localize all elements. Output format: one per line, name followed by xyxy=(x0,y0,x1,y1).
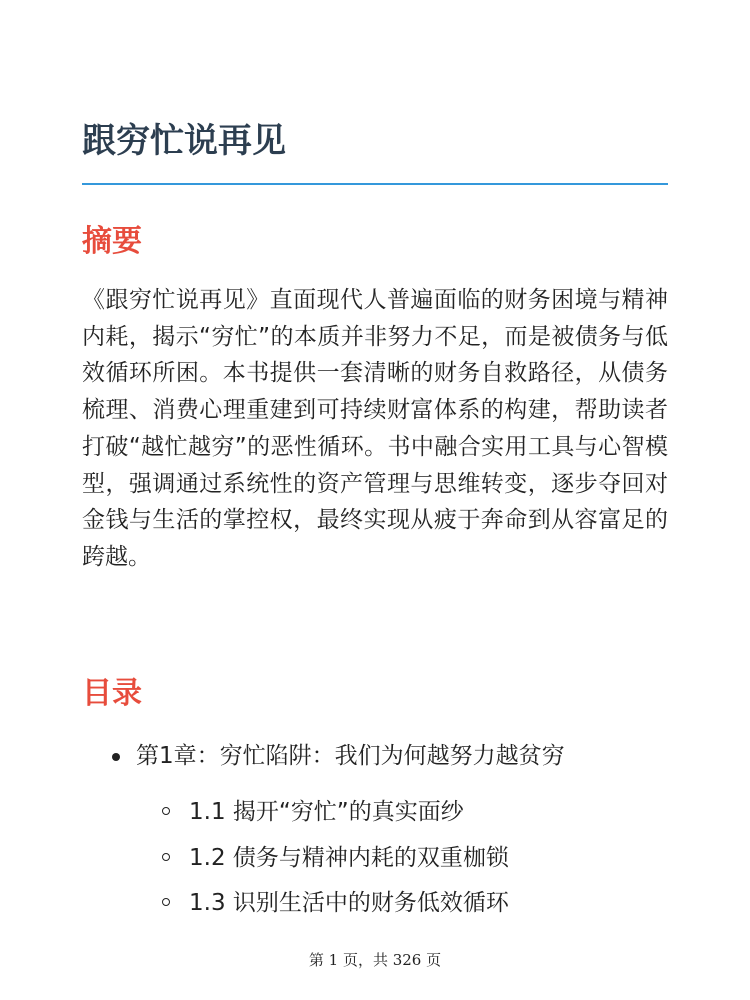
toc-chapter-label: 第1章：穷忙陷阱：我们为何越努力越贫穷 xyxy=(136,743,565,769)
abstract-paragraph: 《跟穷忙说再见》直面现代人普遍面临的财务困境与精神内耗，揭示“穷忙”的本质并非努力不足，而是被债务与低效循环所困。本书提供一套清晰的财务自救路径，从债务梳理、消费心理重建到可持续财富体系的构建，帮助读者打破“越忙越穷”的恶性循环。书中融合实用工具与心智模型，强调通过系统性的资产管理与思维转变，逐步夺回对金钱与生活的掌控权，最终实现从疲于奔命到从容富足的跨越。 xyxy=(82,287,668,570)
book-title: 跟穷忙说再见 xyxy=(82,121,286,161)
document-page xyxy=(82,0,668,1000)
bullet-disc-icon xyxy=(112,753,120,761)
toc-section-label: 1.1 揭开“穷忙”的真实面纱 xyxy=(189,799,464,825)
toc-section-label: 1.3 识别生活中的财务低效循环 xyxy=(189,890,509,916)
bullet-circle-icon xyxy=(162,898,170,906)
page-number: 第 1 页，共 326 页 xyxy=(308,951,442,969)
bullet-circle-icon xyxy=(162,807,170,815)
toc-section-label: 1.2 债务与精神内耗的双重枷锁 xyxy=(189,845,509,871)
bullet-circle-icon xyxy=(162,853,170,861)
toc-heading: 目录 xyxy=(82,676,142,711)
title-divider xyxy=(82,183,668,185)
abstract-heading: 摘要 xyxy=(82,224,142,259)
